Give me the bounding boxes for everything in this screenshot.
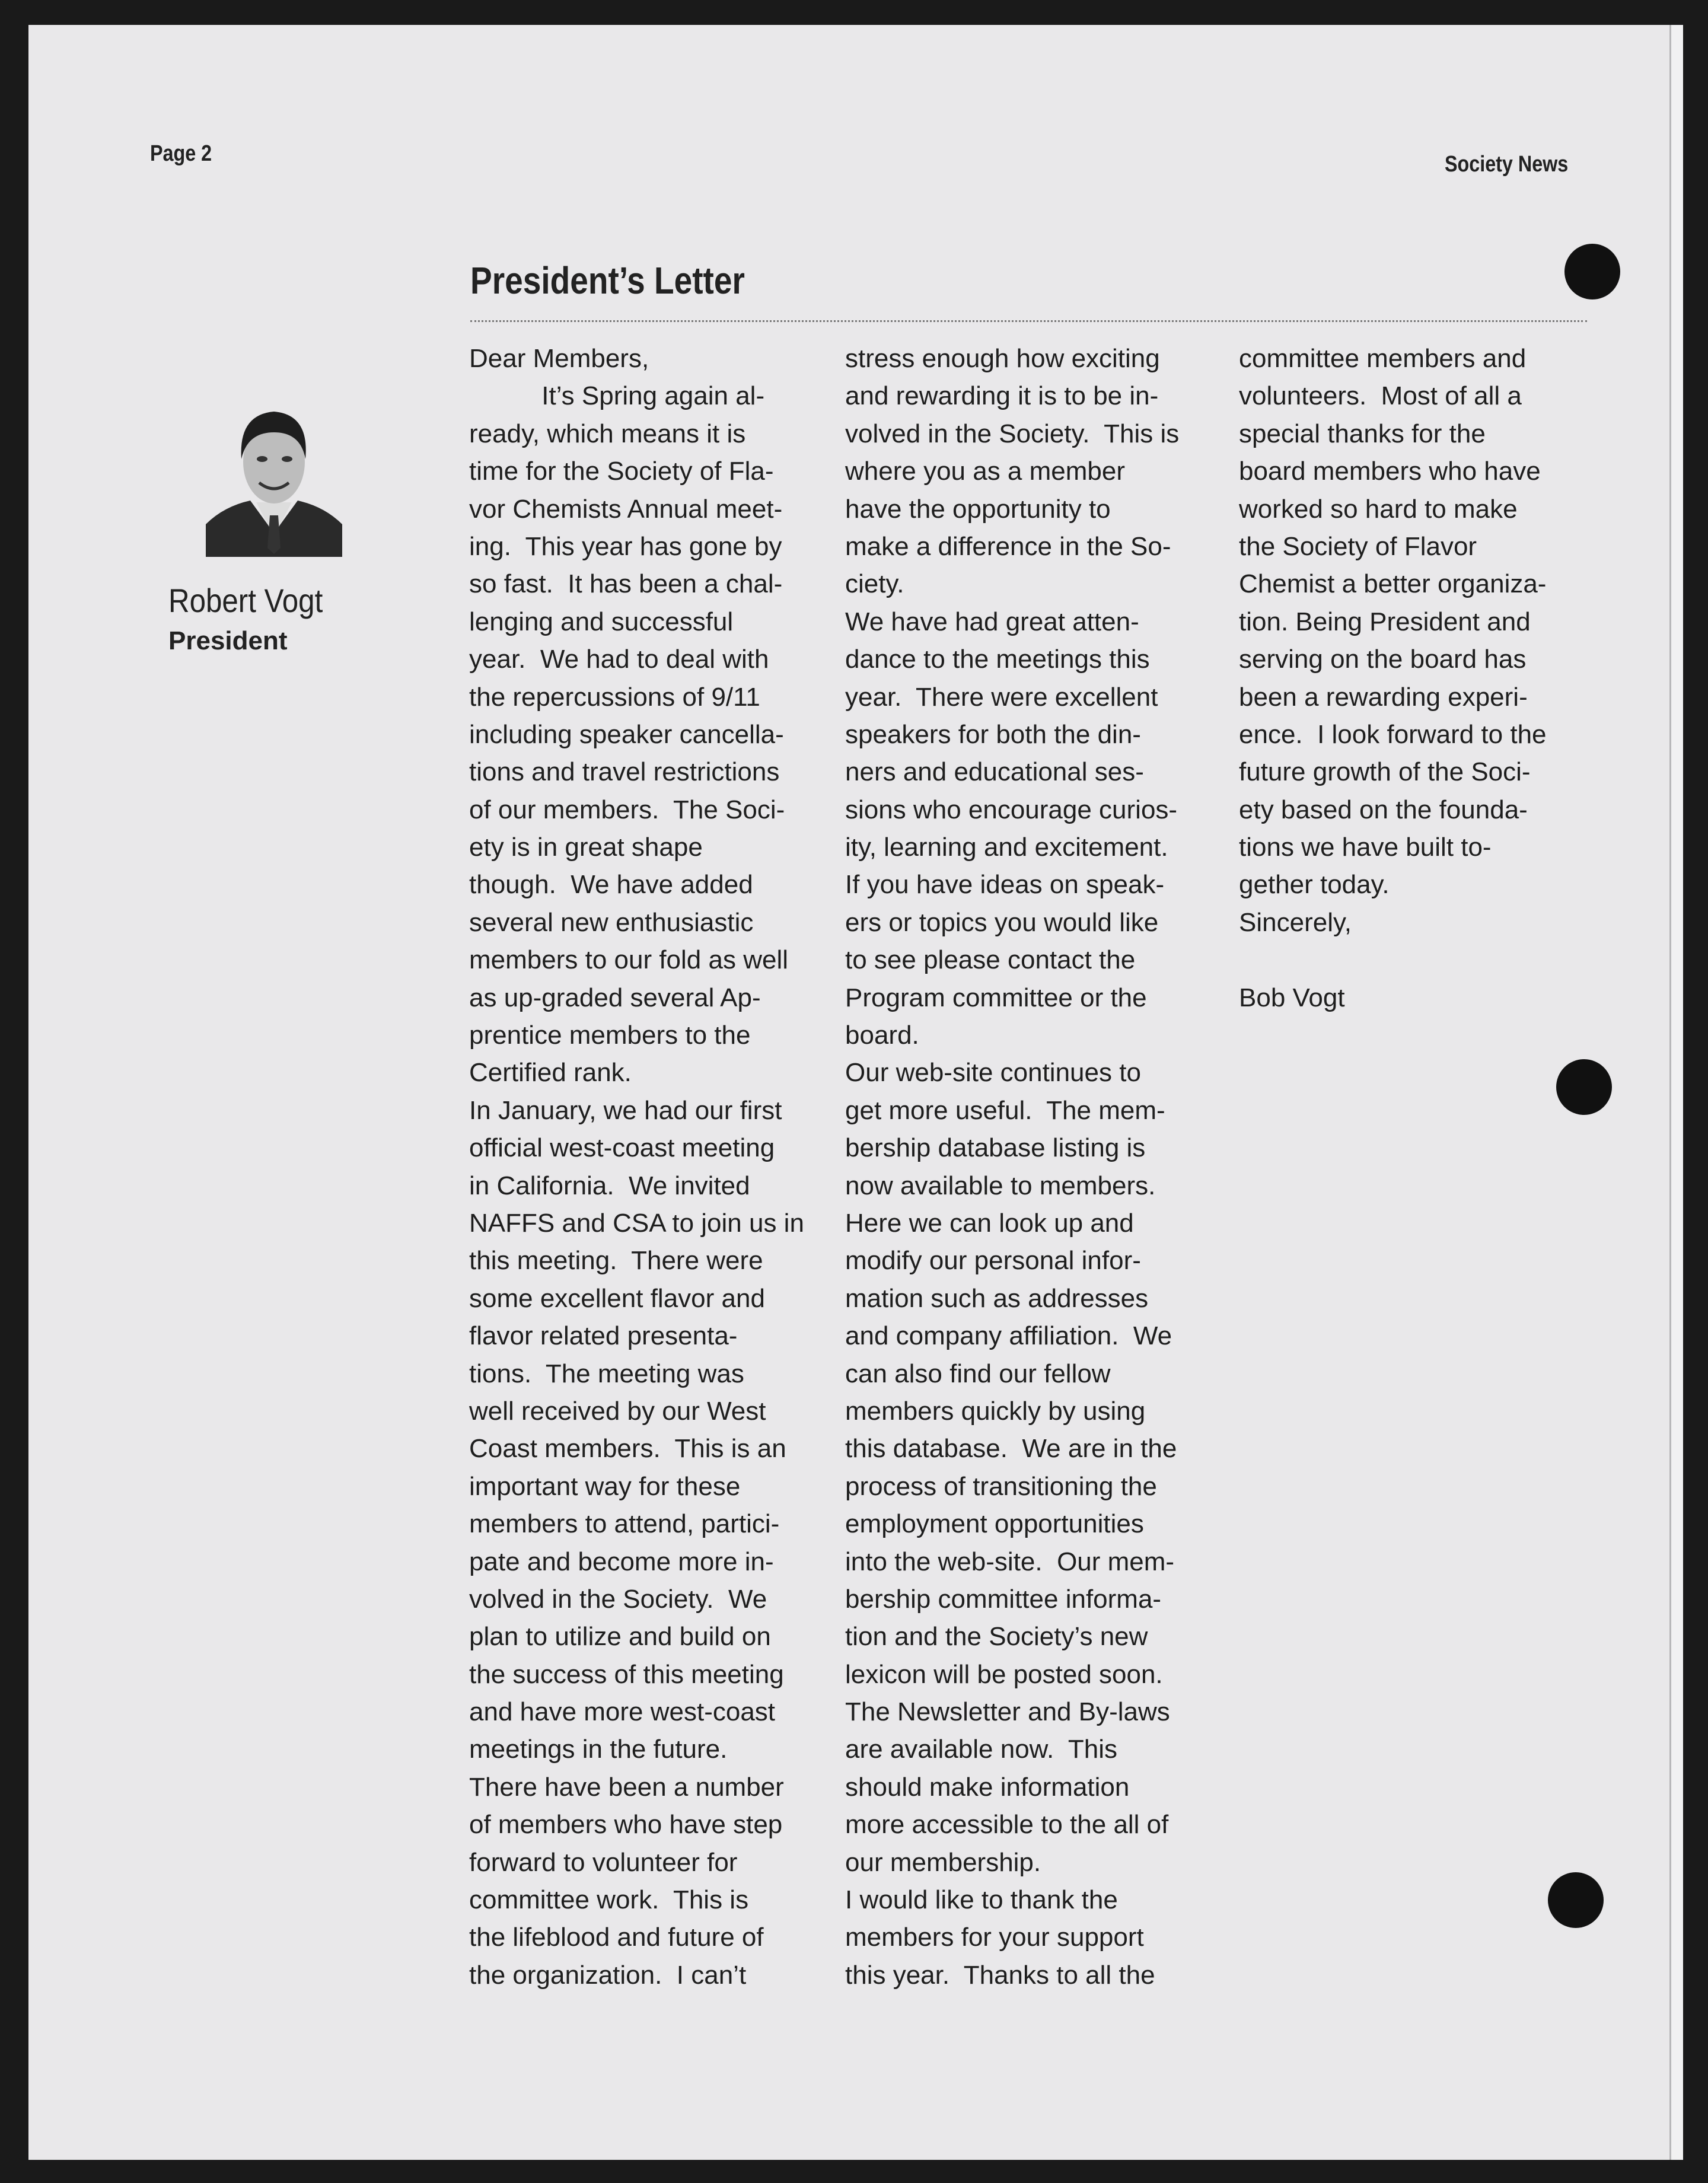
- letter-line: We have had great atten-: [845, 607, 1139, 636]
- letter-line: dance to the meetings this: [845, 645, 1150, 674]
- letter-line: Here we can look up and: [845, 1208, 1134, 1238]
- letter-line: vor Chemists Annual meet-: [469, 494, 783, 524]
- letter-line: speakers for both the din-: [845, 719, 1141, 749]
- letter-line: the organization. I can’t: [469, 1960, 747, 1990]
- letter-line: board members who have: [1239, 457, 1541, 486]
- letter-line: some excellent flavor and: [469, 1283, 765, 1313]
- letter-line: tion and the Society’s new: [845, 1622, 1148, 1652]
- letter-line: members to our fold as well: [469, 945, 788, 975]
- letter-line: Certified rank.: [469, 1058, 632, 1088]
- letter-line: committee members and: [1239, 344, 1527, 373]
- letter-line: ety is in great shape: [469, 833, 703, 862]
- letter-line: It’s Spring again al-: [469, 381, 765, 411]
- punch-hole: [1564, 244, 1620, 299]
- letter-column-2: [845, 340, 1179, 1994]
- letter-line: Sincerely,: [1239, 907, 1352, 937]
- letter-line: and rewarding it is to be in-: [845, 381, 1159, 411]
- letter-line: committee work. This is: [469, 1885, 749, 1915]
- author-role: President: [168, 626, 288, 655]
- letter-line: this meeting. There were: [469, 1246, 763, 1276]
- letter-line: There have been a number: [469, 1772, 784, 1802]
- letter-line: ers or topics you would like: [845, 907, 1159, 937]
- letter-line: worked so hard to make: [1239, 494, 1518, 524]
- letter-line: our membership.: [845, 1847, 1041, 1877]
- letter-line: prentice members to the: [469, 1021, 751, 1050]
- letter-line: into the web-site. Our mem-: [845, 1547, 1175, 1576]
- letter-line: year. We had to deal with: [469, 645, 769, 674]
- punch-hole: [1548, 1872, 1604, 1928]
- letter-line: lenging and successful: [469, 607, 734, 636]
- letter-line: forward to volunteer for: [469, 1847, 738, 1877]
- letter-line: bership database listing is: [845, 1133, 1146, 1163]
- letter-line: serving on the board has: [1239, 645, 1527, 674]
- letter-line: as up-graded several Ap-: [469, 983, 761, 1012]
- letter-line: the success of this meeting: [469, 1659, 784, 1689]
- letter-line: ity, learning and excitement.: [845, 833, 1168, 862]
- letter-line: process of transitioning the: [845, 1471, 1157, 1501]
- letter-line: should make information: [845, 1772, 1130, 1802]
- letter-line: make a difference in the So-: [845, 531, 1171, 561]
- letter-line: Bob Vogt: [1239, 983, 1345, 1012]
- letter-line: more accessible to the all of: [845, 1810, 1169, 1840]
- letter-line: pate and become more in-: [469, 1547, 774, 1576]
- letter-line: where you as a member: [845, 457, 1125, 486]
- letter-line: the repercussions of 9/11: [469, 682, 760, 712]
- letter-line: the Society of Flavor: [1239, 531, 1477, 561]
- letter-line: volved in the Society. We: [469, 1584, 767, 1614]
- letter-line: members to attend, partici-: [469, 1509, 780, 1539]
- letter-line: board.: [845, 1021, 919, 1050]
- letter-line: ence. I look forward to the: [1239, 719, 1547, 749]
- letter-line: Program committee or the: [845, 983, 1147, 1012]
- letter-line: and company affiliation. We: [845, 1321, 1172, 1351]
- letter-line: flavor related presenta-: [469, 1321, 738, 1351]
- letter-line: The Newsletter and By-laws: [845, 1697, 1170, 1727]
- letter-line: [1239, 941, 1547, 979]
- letter-line: ing. This year has gone by: [469, 531, 782, 561]
- letter-line: including speaker cancella-: [469, 719, 784, 749]
- letter-line: ready, which means it is: [469, 419, 746, 448]
- letter-line: are available now. This: [845, 1735, 1118, 1764]
- letter-line: NAFFS and CSA to join us in: [469, 1208, 804, 1238]
- letter-line: year. There were excellent: [845, 682, 1158, 712]
- letter-line: members for your support: [845, 1923, 1144, 1952]
- page-number: Page 2: [150, 141, 212, 166]
- letter-line: Coast members. This is an: [469, 1434, 786, 1464]
- letter-line: stress enough how exciting: [845, 344, 1160, 373]
- article-title: President’s Letter: [470, 259, 745, 302]
- letter-line: though. We have added: [469, 870, 753, 900]
- letter-line: plan to utilize and build on: [469, 1622, 771, 1652]
- letter-line: important way for these: [469, 1471, 741, 1501]
- letter-line: the lifeblood and future of: [469, 1923, 764, 1952]
- letter-line: Chemist a better organiza-: [1239, 569, 1547, 599]
- letter-line: modify our personal infor-: [845, 1246, 1141, 1276]
- letter-line: so fast. It has been a chal-: [469, 569, 783, 599]
- letter-line: in California. We invited: [469, 1171, 750, 1200]
- letter-line: get more useful. The mem-: [845, 1095, 1165, 1125]
- letter-line: volunteers. Most of all a: [1239, 381, 1522, 411]
- letter-line: official west-coast meeting: [469, 1133, 775, 1163]
- letter-line: have the opportunity to: [845, 494, 1111, 524]
- publication-name: Society News: [1445, 152, 1569, 177]
- page-edge: [1671, 25, 1683, 2160]
- letter-line: Dear Members,: [469, 344, 649, 373]
- letter-column-1: [469, 340, 804, 1994]
- letter-line: Our web-site continues to: [845, 1058, 1141, 1088]
- letter-line: ciety.: [845, 569, 904, 599]
- letter-line: and have more west-coast: [469, 1697, 776, 1727]
- letter-line: this year. Thanks to all the: [845, 1960, 1155, 1990]
- letter-line: sions who encourage curios-: [845, 795, 1178, 824]
- letter-line: employment opportunities: [845, 1509, 1144, 1539]
- letter-line: future growth of the Soci-: [1239, 757, 1531, 787]
- letter-line: time for the Society of Fla-: [469, 457, 774, 486]
- letter-line: tions and travel restrictions: [469, 757, 780, 787]
- letter-line: well received by our West: [469, 1396, 766, 1426]
- letter-line: to see please contact the: [845, 945, 1136, 975]
- letter-column-3: [1239, 340, 1547, 1016]
- letter-line: mation such as addresses: [845, 1283, 1149, 1313]
- letter-line: can also find our fellow: [845, 1359, 1111, 1388]
- letter-line: In January, we had our first: [469, 1095, 782, 1125]
- letter-line: I would like to thank the: [845, 1885, 1118, 1915]
- letter-line: volved in the Society. This is: [845, 419, 1180, 448]
- letter-line: meetings in the future.: [469, 1735, 728, 1764]
- letter-line: If you have ideas on speak-: [845, 870, 1165, 900]
- author-photo: [206, 397, 342, 557]
- letter-line: of our members. The Soci-: [469, 795, 785, 824]
- letter-line: ety based on the founda-: [1239, 795, 1528, 824]
- letter-line: lexicon will be posted soon.: [845, 1659, 1163, 1689]
- title-divider: [470, 320, 1587, 322]
- letter-line: tion. Being President and: [1239, 607, 1531, 636]
- letter-line: of members who have step: [469, 1810, 783, 1840]
- author-name: Robert Vogt: [168, 582, 323, 619]
- letter-line: several new enthusiastic: [469, 907, 754, 937]
- letter-line: now available to members.: [845, 1171, 1156, 1200]
- letter-line: ners and educational ses-: [845, 757, 1144, 787]
- letter-line: tions. The meeting was: [469, 1359, 744, 1388]
- letter-line: special thanks for the: [1239, 419, 1486, 448]
- letter-line: members quickly by using: [845, 1396, 1146, 1426]
- letter-line: tions we have built to-: [1239, 833, 1492, 862]
- punch-hole: [1556, 1059, 1612, 1115]
- letter-line: gether today.: [1239, 870, 1390, 900]
- letter-line: bership committee informa-: [845, 1584, 1162, 1614]
- letter-line: this database. We are in the: [845, 1434, 1177, 1464]
- letter-line: been a rewarding experi-: [1239, 682, 1528, 712]
